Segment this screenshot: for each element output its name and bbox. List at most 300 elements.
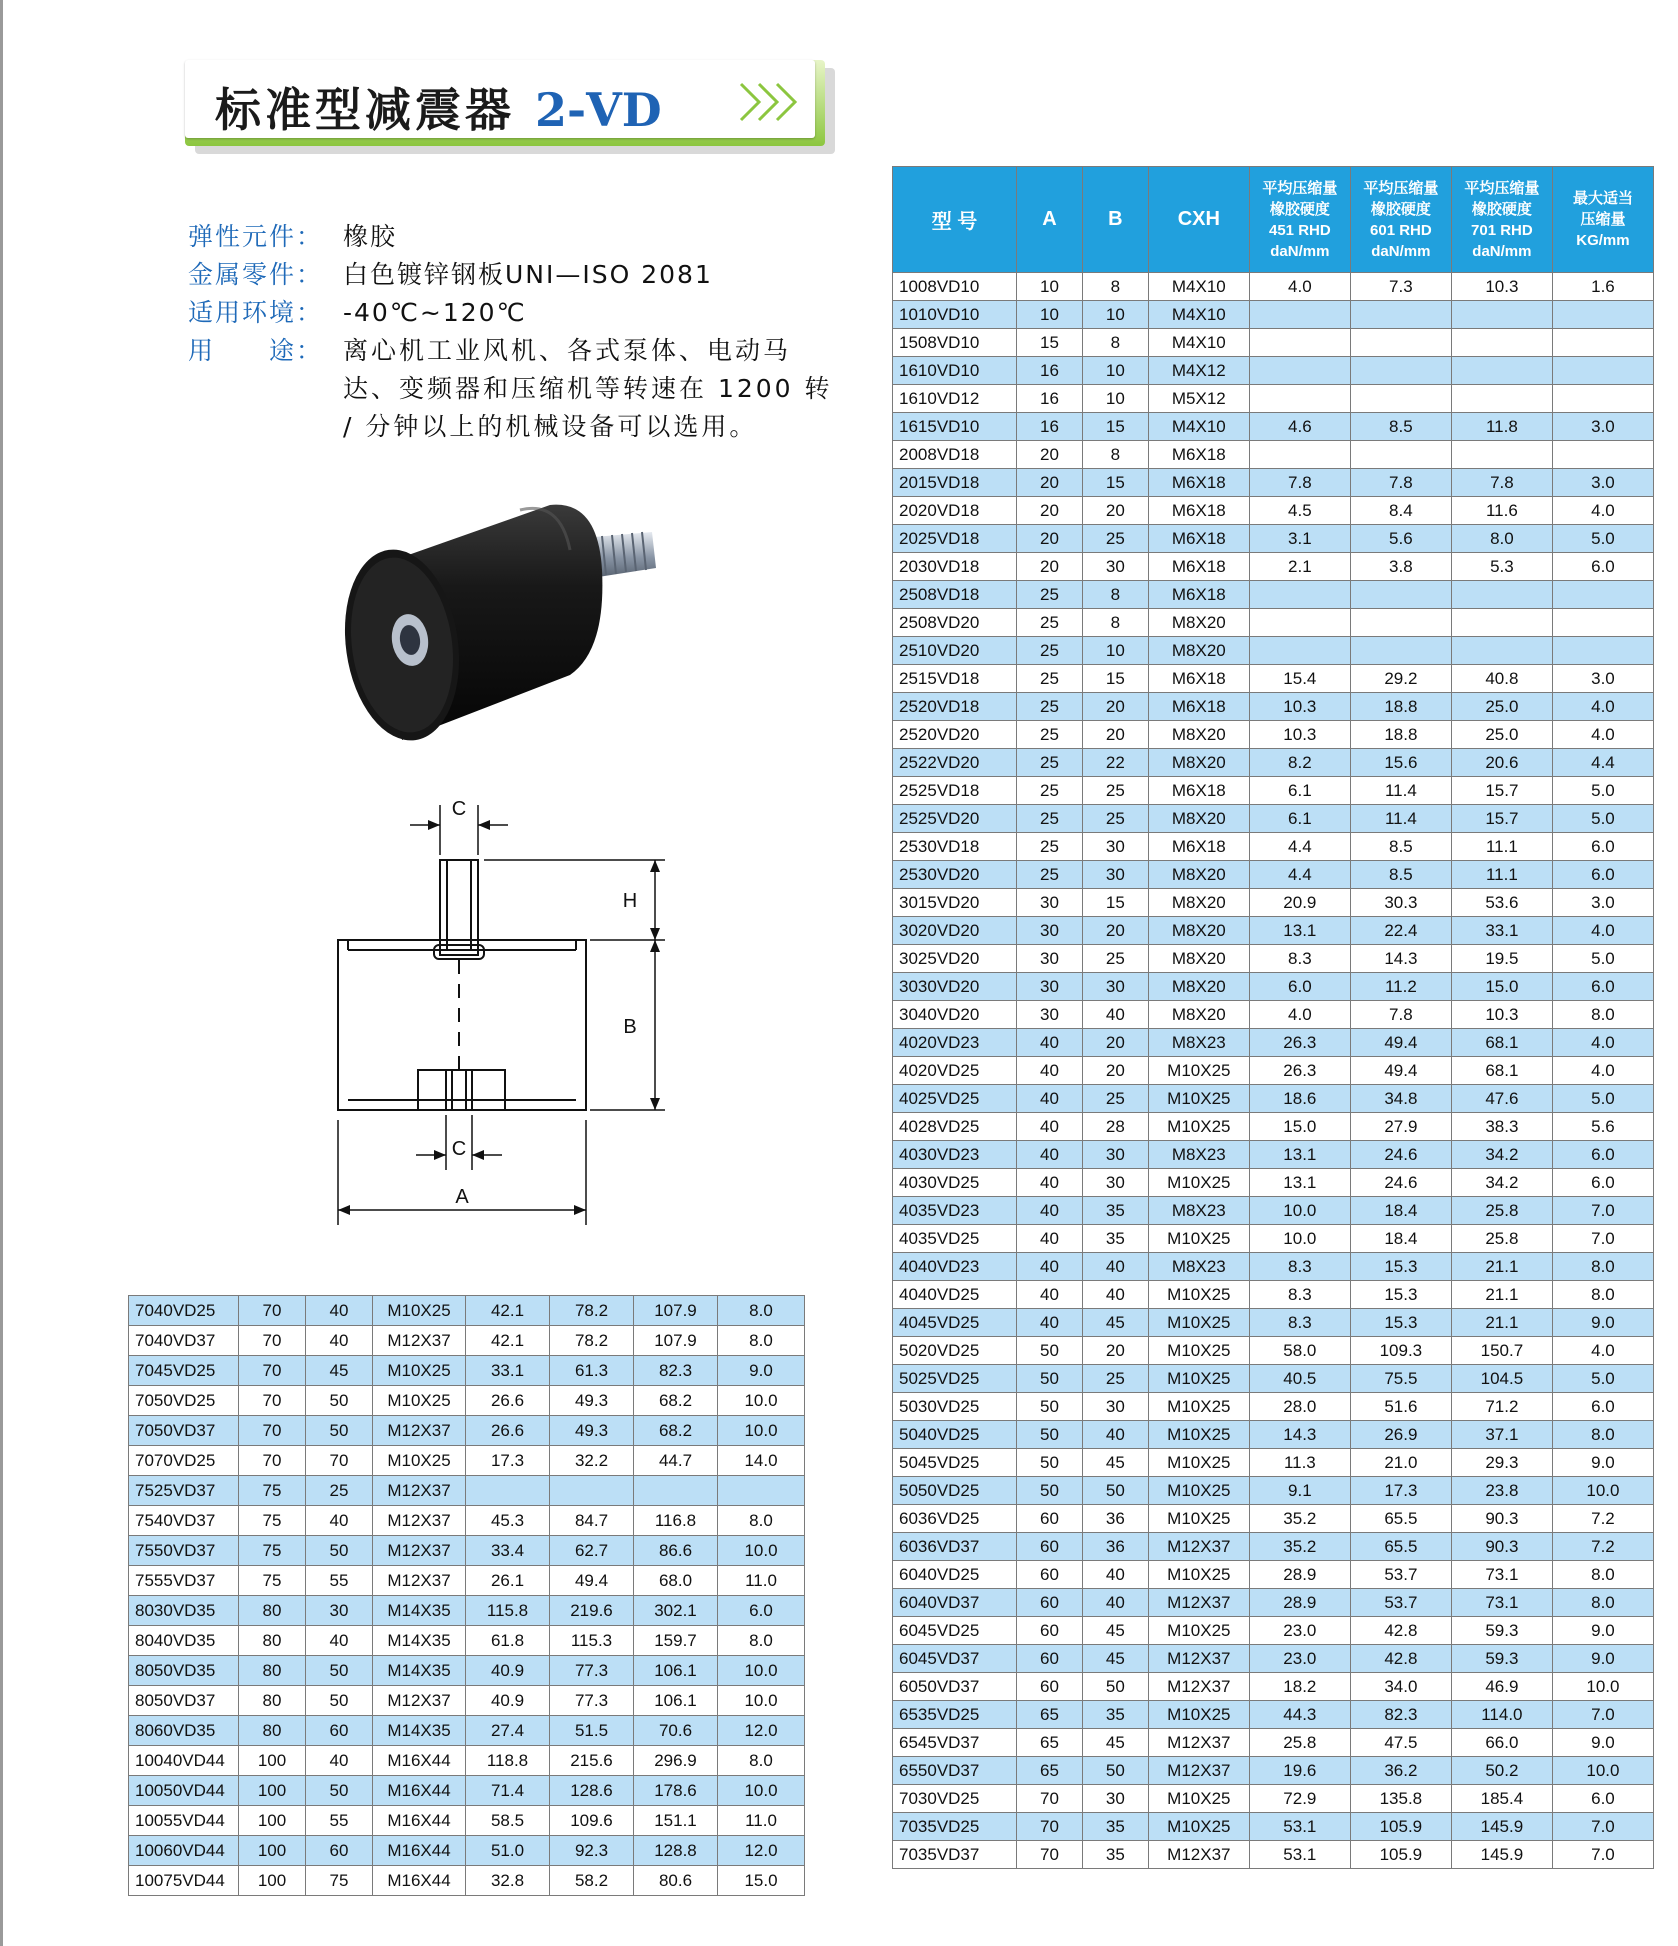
table-cell: 65 — [1017, 1729, 1083, 1757]
table-cell: M6X18 — [1148, 441, 1249, 469]
table-cell: 75 — [239, 1476, 306, 1506]
table-cell: 49.4 — [1350, 1029, 1451, 1057]
table-cell: 11.8 — [1451, 413, 1552, 441]
spec-row-metal — [188, 256, 833, 294]
table-cell: 10.0 — [1249, 1197, 1350, 1225]
table-row — [129, 1566, 805, 1596]
table-cell: 10 — [1082, 637, 1148, 665]
table-cell: M14X35 — [373, 1596, 466, 1626]
table-cell: 80 — [239, 1596, 306, 1626]
table-cell: 75 — [239, 1536, 306, 1566]
table-cell: 82.3 — [634, 1356, 718, 1386]
table-cell: 60 — [1017, 1561, 1083, 1589]
spec-value: -40℃~120℃ — [343, 298, 527, 327]
table-cell: 40 — [1017, 1085, 1083, 1113]
table-cell: 33.4 — [466, 1536, 550, 1566]
table-cell — [1350, 385, 1451, 413]
table-cell: 29.2 — [1350, 665, 1451, 693]
table-cell: 50 — [306, 1416, 373, 1446]
table-cell: 6.1 — [1249, 777, 1350, 805]
table-cell: 2530VD18 — [893, 833, 1017, 861]
table-cell: 4.4 — [1249, 833, 1350, 861]
table-cell: 50 — [306, 1776, 373, 1806]
table-cell: 25 — [1017, 749, 1083, 777]
table-cell: 5.3 — [1451, 553, 1552, 581]
table-cell: 75 — [239, 1566, 306, 1596]
table-cell: 6.0 — [1552, 833, 1653, 861]
table-cell: 30.3 — [1350, 889, 1451, 917]
table-cell: 45 — [1082, 1617, 1148, 1645]
table-cell: 77.3 — [550, 1656, 634, 1686]
table-row — [893, 1029, 1654, 1057]
table-cell: 40 — [306, 1326, 373, 1356]
table-cell: 40 — [1017, 1057, 1083, 1085]
table-cell: 8.5 — [1350, 861, 1451, 889]
table-cell: M8X20 — [1148, 917, 1249, 945]
table-cell: 3030VD20 — [893, 973, 1017, 1001]
table-row — [893, 1673, 1654, 1701]
table-cell: 4.0 — [1552, 1029, 1653, 1057]
table-cell: 4035VD23 — [893, 1197, 1017, 1225]
table-cell: 35 — [1082, 1225, 1148, 1253]
table-cell: 10.3 — [1451, 273, 1552, 301]
table-row — [893, 1505, 1654, 1533]
table-cell: 4040VD23 — [893, 1253, 1017, 1281]
table-cell: 7.2 — [1552, 1505, 1653, 1533]
table-cell: 50 — [1082, 1477, 1148, 1505]
table-cell: 5.6 — [1350, 525, 1451, 553]
table-cell: 128.6 — [550, 1776, 634, 1806]
table-cell: 21.1 — [1451, 1253, 1552, 1281]
table-cell: 7050VD25 — [129, 1386, 239, 1416]
table-cell: 9.0 — [718, 1356, 805, 1386]
table-cell: 80 — [239, 1626, 306, 1656]
table-row — [893, 1757, 1654, 1785]
table-cell — [1451, 441, 1552, 469]
table-cell: 50.2 — [1451, 1757, 1552, 1785]
table-cell: 25 — [1082, 777, 1148, 805]
table-cell: 11.4 — [1350, 805, 1451, 833]
table-cell: 2525VD18 — [893, 777, 1017, 805]
table-cell: 17.3 — [1350, 1477, 1451, 1505]
table-cell: 4.0 — [1552, 1337, 1653, 1365]
table-cell: 6050VD37 — [893, 1673, 1017, 1701]
dimension-diagram — [320, 785, 700, 1235]
table-row — [129, 1746, 805, 1776]
table-cell — [1249, 441, 1350, 469]
table-cell: 7.8 — [1249, 469, 1350, 497]
dim-label-c-top: C — [451, 798, 467, 820]
table-cell: 18.8 — [1350, 721, 1451, 749]
table-cell: 36.2 — [1350, 1757, 1451, 1785]
page-title-text: 标准型减震器 — [215, 83, 515, 137]
table-cell: 30 — [1082, 833, 1148, 861]
table-cell: 10.0 — [718, 1536, 805, 1566]
table-cell: 8.4 — [1350, 497, 1451, 525]
table-cell: 65 — [1017, 1701, 1083, 1729]
spec-list — [188, 218, 833, 446]
table-cell: 40.9 — [466, 1656, 550, 1686]
table-cell: M8X20 — [1148, 889, 1249, 917]
table-cell: 90.3 — [1451, 1505, 1552, 1533]
table-cell: 44.7 — [634, 1446, 718, 1476]
table-cell: 55 — [306, 1566, 373, 1596]
table-cell: 3.0 — [1552, 889, 1653, 917]
table-cell: M10X25 — [1148, 1449, 1249, 1477]
table-cell: 11.3 — [1249, 1449, 1350, 1477]
table-cell: 1008VD10 — [893, 273, 1017, 301]
table-cell: 71.4 — [466, 1776, 550, 1806]
table-cell: 4.0 — [1552, 1057, 1653, 1085]
table-cell: 2525VD20 — [893, 805, 1017, 833]
table-cell: 7.0 — [1552, 1841, 1653, 1869]
table-cell: M12X37 — [1148, 1533, 1249, 1561]
spec-row-elastic — [188, 218, 833, 256]
table-cell — [1552, 329, 1653, 357]
table-cell: 7.0 — [1552, 1225, 1653, 1253]
table-cell: 3040VD20 — [893, 1001, 1017, 1029]
table-cell: 30 — [1082, 1393, 1148, 1421]
spec-value: 离心机工业风机、各式泵体、电动马达、变频器和压缩机等转速在 1200 转 / 分钟以上的机械设备可以选用。 — [343, 336, 833, 441]
table-cell: M10X25 — [1148, 1281, 1249, 1309]
table-cell: 78.2 — [550, 1326, 634, 1356]
table-cell: 25 — [1017, 833, 1083, 861]
table-row — [893, 1197, 1654, 1225]
table-cell: 40 — [1017, 1141, 1083, 1169]
table-cell: 26.1 — [466, 1566, 550, 1596]
table-cell: 7.3 — [1350, 273, 1451, 301]
table-cell: M10X25 — [1148, 1785, 1249, 1813]
table-row — [893, 1141, 1654, 1169]
table-row — [893, 1169, 1654, 1197]
table-row — [893, 1337, 1654, 1365]
table-cell: 30 — [1082, 973, 1148, 1001]
table-cell: 25 — [306, 1476, 373, 1506]
table-cell: 27.4 — [466, 1716, 550, 1746]
table-cell: 45 — [1082, 1729, 1148, 1757]
table-cell: 25 — [1017, 805, 1083, 833]
table-row — [893, 385, 1654, 413]
table-row — [893, 469, 1654, 497]
table-cell: 18.4 — [1350, 1197, 1451, 1225]
table-cell: 25 — [1017, 609, 1083, 637]
table-cell: 15.0 — [1451, 973, 1552, 1001]
table-cell: M12X37 — [1148, 1645, 1249, 1673]
table-cell: 15.6 — [1350, 749, 1451, 777]
table-cell: M12X37 — [373, 1416, 466, 1446]
table-cell: 8050VD37 — [129, 1686, 239, 1716]
table-cell: 1610VD10 — [893, 357, 1017, 385]
table-cell: 10.0 — [718, 1416, 805, 1446]
table-cell — [1552, 609, 1653, 637]
table-cell: 28 — [1082, 1113, 1148, 1141]
table-cell: 29.3 — [1451, 1449, 1552, 1477]
table-cell: 73.1 — [1451, 1589, 1552, 1617]
table-cell: 60 — [306, 1716, 373, 1746]
table-row — [129, 1776, 805, 1806]
table-cell: 26.3 — [1249, 1029, 1350, 1057]
table-cell: 10 — [1017, 273, 1083, 301]
table-cell: 20 — [1017, 441, 1083, 469]
table-cell: 2508VD20 — [893, 609, 1017, 637]
table-cell: M10X25 — [1148, 1085, 1249, 1113]
table-cell: 18.4 — [1350, 1225, 1451, 1253]
table-cell: 61.8 — [466, 1626, 550, 1656]
table-cell: 25.0 — [1451, 721, 1552, 749]
table-cell: M10X25 — [1148, 1309, 1249, 1337]
table-cell: 50 — [1017, 1365, 1083, 1393]
table-cell: M12X37 — [373, 1506, 466, 1536]
table-cell: 7035VD25 — [893, 1813, 1017, 1841]
table-cell: 10060VD44 — [129, 1836, 239, 1866]
table-row — [893, 749, 1654, 777]
table-cell: 11.2 — [1350, 973, 1451, 1001]
table-row — [893, 553, 1654, 581]
table-row — [893, 1309, 1654, 1337]
table-cell: 15.7 — [1451, 805, 1552, 833]
table-cell — [1451, 357, 1552, 385]
table-cell: 40 — [1017, 1309, 1083, 1337]
table-cell: 25 — [1017, 637, 1083, 665]
table-cell — [1249, 357, 1350, 385]
table-cell: 25.8 — [1451, 1197, 1552, 1225]
table-cell: 10.0 — [1552, 1673, 1653, 1701]
table-cell: 8 — [1082, 273, 1148, 301]
table-cell: 3025VD20 — [893, 945, 1017, 973]
table-row — [893, 1729, 1654, 1757]
table-cell: M10X25 — [1148, 1225, 1249, 1253]
spec-row-environment — [188, 294, 833, 332]
table-cell: M6X18 — [1148, 553, 1249, 581]
table-body-left — [129, 1296, 805, 1896]
table-cell: 21.1 — [1451, 1309, 1552, 1337]
table-cell: 3.1 — [1249, 525, 1350, 553]
table-cell: 15.0 — [718, 1866, 805, 1896]
table-cell: 70 — [239, 1326, 306, 1356]
table-cell: 68.2 — [634, 1416, 718, 1446]
table-cell: 13.1 — [1249, 1169, 1350, 1197]
table-cell: 100 — [239, 1746, 306, 1776]
table-cell: 28.9 — [1249, 1589, 1350, 1617]
table-cell: 66.0 — [1451, 1729, 1552, 1757]
table-row — [129, 1806, 805, 1836]
table-cell: 107.9 — [634, 1296, 718, 1326]
table-cell: 50 — [1017, 1449, 1083, 1477]
table-cell: 7.0 — [1552, 1701, 1653, 1729]
table-cell: 115.3 — [550, 1626, 634, 1656]
table-cell: 50 — [1082, 1757, 1148, 1785]
table-cell: M16X44 — [373, 1806, 466, 1836]
table-cell — [1350, 301, 1451, 329]
table-cell: 16 — [1017, 357, 1083, 385]
table-cell: 37.1 — [1451, 1421, 1552, 1449]
table-cell: 27.9 — [1350, 1113, 1451, 1141]
table-cell: 4.0 — [1552, 693, 1653, 721]
table-cell: 6550VD37 — [893, 1757, 1017, 1785]
table-row — [893, 581, 1654, 609]
table-cell: 2.1 — [1249, 553, 1350, 581]
table-cell: 8.3 — [1249, 1309, 1350, 1337]
table-cell: 296.9 — [634, 1746, 718, 1776]
table-cell: 92.3 — [550, 1836, 634, 1866]
table-cell: 46.9 — [1451, 1673, 1552, 1701]
table-cell: 50 — [1017, 1477, 1083, 1505]
table-row — [129, 1626, 805, 1656]
table-cell: 40 — [1017, 1281, 1083, 1309]
table-row — [893, 1449, 1654, 1477]
table-cell: 11.6 — [1451, 497, 1552, 525]
table-row — [893, 329, 1654, 357]
table-cell: 20 — [1082, 1029, 1148, 1057]
table-cell: 3.8 — [1350, 553, 1451, 581]
table-cell: 20 — [1082, 693, 1148, 721]
table-row — [893, 889, 1654, 917]
table-cell: 55 — [306, 1806, 373, 1836]
table-cell: 6.0 — [1552, 1169, 1653, 1197]
table-cell: 6.0 — [1552, 1141, 1653, 1169]
table-cell: 49.4 — [1350, 1057, 1451, 1085]
table-cell: 8.0 — [1552, 1421, 1653, 1449]
spec-label: 用 途： — [188, 336, 324, 365]
table-cell: 30 — [1082, 1169, 1148, 1197]
table-cell: 4.0 — [1249, 273, 1350, 301]
table-cell: 50 — [306, 1686, 373, 1716]
table-row — [893, 805, 1654, 833]
table-cell: 105.9 — [1350, 1841, 1451, 1869]
table-cell: 80 — [239, 1656, 306, 1686]
table-cell: 6.0 — [1552, 553, 1653, 581]
table-cell: 25.8 — [1249, 1729, 1350, 1757]
table-cell: 34.2 — [1451, 1141, 1552, 1169]
table-cell: 4.4 — [1552, 749, 1653, 777]
table-cell: 25 — [1082, 1365, 1148, 1393]
table-cell: 15.0 — [1249, 1113, 1350, 1141]
table-cell: 8040VD35 — [129, 1626, 239, 1656]
table-cell: 178.6 — [634, 1776, 718, 1806]
table-cell: 60 — [1017, 1505, 1083, 1533]
table-cell: 6045VD37 — [893, 1645, 1017, 1673]
table-row — [893, 1365, 1654, 1393]
table-cell: 68.1 — [1451, 1057, 1552, 1085]
table-cell: 8.5 — [1350, 413, 1451, 441]
table-cell: 8.0 — [718, 1326, 805, 1356]
table-cell: 10.0 — [1249, 1225, 1350, 1253]
table-cell: M12X37 — [373, 1536, 466, 1566]
table-row — [129, 1656, 805, 1686]
table-cell: 25 — [1082, 805, 1148, 833]
table-cell: 215.6 — [550, 1746, 634, 1776]
table-cell: 18.8 — [1350, 693, 1451, 721]
table-cell: 51.6 — [1350, 1393, 1451, 1421]
table-cell: 20.6 — [1451, 749, 1552, 777]
table-cell: M12X37 — [373, 1686, 466, 1716]
table-cell: M12X37 — [373, 1476, 466, 1506]
table-cell: 2020VD18 — [893, 497, 1017, 525]
table-row — [893, 833, 1654, 861]
table-cell: M4X10 — [1148, 329, 1249, 357]
table-cell: M16X44 — [373, 1836, 466, 1866]
table-cell: 26.3 — [1249, 1057, 1350, 1085]
table-cell: 36 — [1082, 1533, 1148, 1561]
table-cell: 8060VD35 — [129, 1716, 239, 1746]
table-cell: 75 — [239, 1506, 306, 1536]
table-cell: 7550VD37 — [129, 1536, 239, 1566]
table-cell: 7.2 — [1552, 1533, 1653, 1561]
table-cell: 28.9 — [1249, 1561, 1350, 1589]
table-cell: 105.9 — [1350, 1813, 1451, 1841]
table-cell: 10.0 — [718, 1656, 805, 1686]
table-row — [893, 861, 1654, 889]
table-cell: 68.0 — [634, 1566, 718, 1596]
table-cell: 2515VD18 — [893, 665, 1017, 693]
table-cell: 40 — [1082, 1561, 1148, 1589]
dim-label-h: H — [622, 890, 638, 912]
table-cell: 84.7 — [550, 1506, 634, 1536]
table-cell: 12.0 — [718, 1836, 805, 1866]
table-cell: 5030VD25 — [893, 1393, 1017, 1421]
table-cell: 145.9 — [1451, 1813, 1552, 1841]
table-cell: 82.3 — [1350, 1701, 1451, 1729]
table-cell: 51.0 — [466, 1836, 550, 1866]
table-cell: 10 — [1082, 301, 1148, 329]
table-cell — [1249, 329, 1350, 357]
table-cell: M10X25 — [373, 1386, 466, 1416]
table-cell: 10.0 — [718, 1386, 805, 1416]
table-cell: 10.0 — [718, 1776, 805, 1806]
table-cell — [1451, 637, 1552, 665]
table-cell: 1615VD10 — [893, 413, 1017, 441]
table-cell: 20 — [1082, 917, 1148, 945]
table-cell: 4020VD25 — [893, 1057, 1017, 1085]
table-cell: 47.5 — [1350, 1729, 1451, 1757]
spec-label: 金属零件： — [188, 260, 324, 289]
table-cell: 33.1 — [466, 1356, 550, 1386]
table-cell: 13.1 — [1249, 1141, 1350, 1169]
col-header-601: 平均压缩量 橡胶硬度 601 RHD daN/mm — [1350, 167, 1451, 273]
table-row — [129, 1416, 805, 1446]
table-cell: 7070VD25 — [129, 1446, 239, 1476]
table-cell: M12X37 — [1148, 1841, 1249, 1869]
table-cell: 20 — [1082, 497, 1148, 525]
table-cell: 19.5 — [1451, 945, 1552, 973]
table-cell: 10 — [1017, 301, 1083, 329]
table-cell: 7.8 — [1451, 469, 1552, 497]
table-cell: 25 — [1017, 693, 1083, 721]
table-cell: M10X25 — [373, 1296, 466, 1326]
table-cell: 2530VD20 — [893, 861, 1017, 889]
table-cell: 100 — [239, 1806, 306, 1836]
table-cell: 44.3 — [1249, 1701, 1350, 1729]
table-cell: 6.1 — [1249, 805, 1350, 833]
table-cell: 8 — [1082, 581, 1148, 609]
table-cell: M4X12 — [1148, 357, 1249, 385]
col-header-701: 平均压缩量 橡胶硬度 701 RHD daN/mm — [1451, 167, 1552, 273]
table-cell: 72.9 — [1249, 1785, 1350, 1813]
table-cell — [550, 1476, 634, 1506]
table-cell: 5.6 — [1552, 1113, 1653, 1141]
table-cell: 8.0 — [1552, 1561, 1653, 1589]
table-cell: 4.0 — [1552, 497, 1653, 525]
table-cell: 9.0 — [1552, 1449, 1653, 1477]
table-cell: 23.8 — [1451, 1477, 1552, 1505]
table-row — [893, 1617, 1654, 1645]
table-cell: 8 — [1082, 609, 1148, 637]
table-cell: 10055VD44 — [129, 1806, 239, 1836]
table-cell: 106.1 — [634, 1686, 718, 1716]
table-cell — [1451, 385, 1552, 413]
table-cell: 40 — [1017, 1197, 1083, 1225]
dim-label-b: B — [623, 1016, 637, 1038]
